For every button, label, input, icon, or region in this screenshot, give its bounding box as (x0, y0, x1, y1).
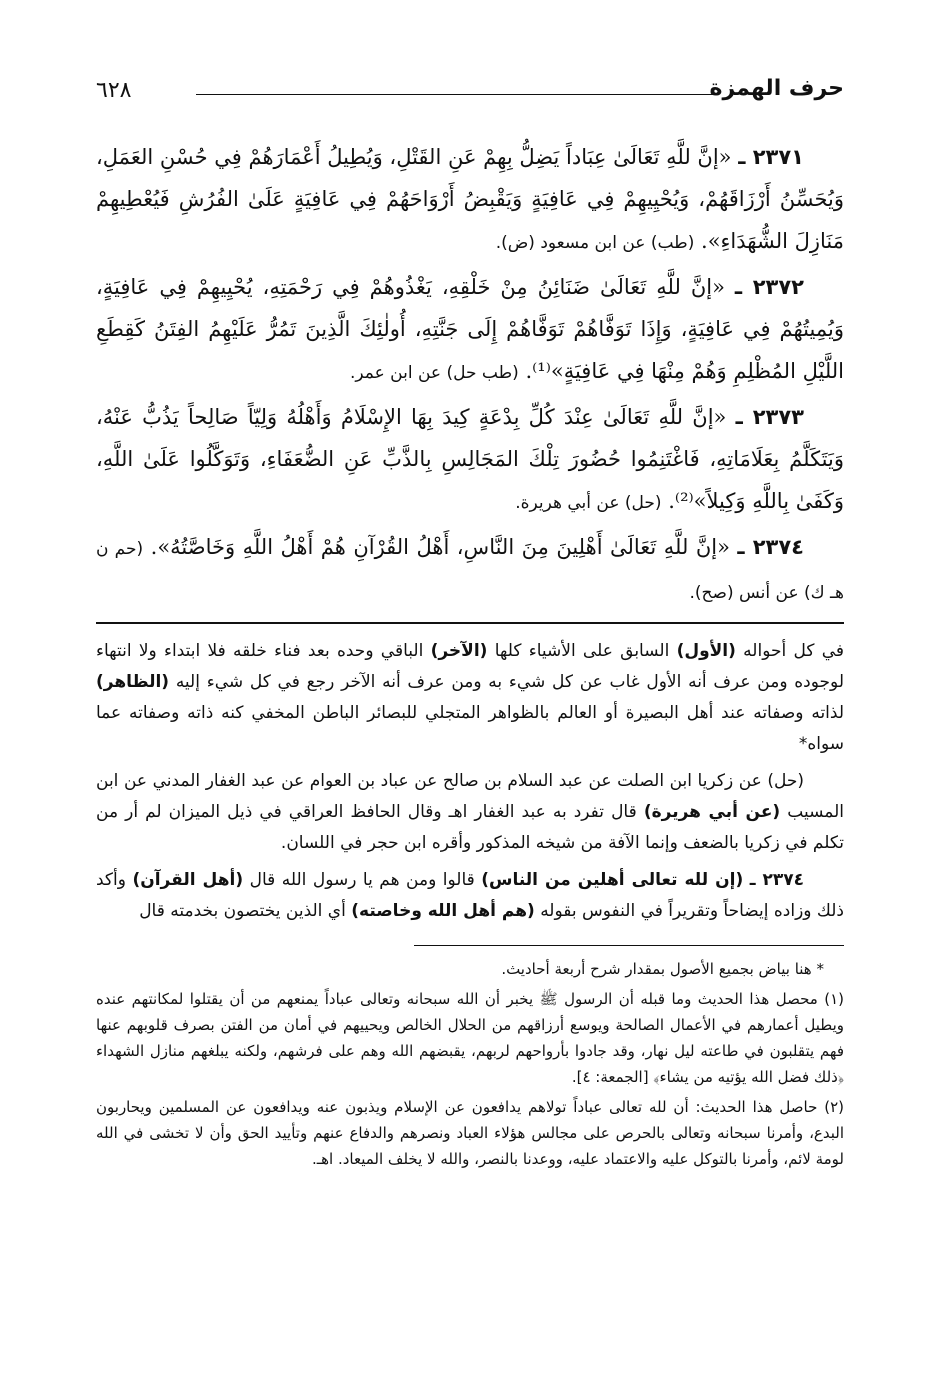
hadith-source: (حل) عن أبي هريرة. (515, 493, 662, 513)
hadith-number: ٢٣٧١ ـ (738, 145, 804, 169)
hadith-source: (طب حل) عن ابن عمر. (350, 363, 519, 383)
footnote-divider (414, 945, 844, 946)
hadith-item (96, 526, 844, 614)
commentary-text: في كل أحواله (743, 641, 844, 661)
hadith-source: (حم ن هـ ك) عن أنس (صح). (96, 539, 844, 603)
footnote-1: (١) محصل هذا الحديث وما قبله أن الرسول ﷺ يخبر أن الله سبحانه وتعالى عباداً يمنعهم من أن يقتلوا لمكانتهم عنده ويطيل أعمارهم في الأعمال الصالحة ويوسع أرزاقهم من الحلال الخالص ويحييهم في أمان من الفتن بصرف قلوبهم عنها فهم يتقلبون في طاعته ليل نهار، وقد جادوا بأرواحهم لربهم، يقبضهم الله وهم على فرشهم، ولكنه يبلغهم منازل الشهداء ﴿ذلك فضل الله يؤتيه من يشاء﴾ [الجمعة: ٤]. (96, 990, 844, 1086)
page (96, 72, 844, 1176)
footnote-star: * هنا بياض بجميع الأصول بمقدار شرح أربعة أحاديث. (501, 960, 824, 978)
hadith-number: ٢٣٧٣ ـ (735, 405, 804, 429)
header-rule (196, 94, 714, 95)
commentary-keyword: (هم أهل الله وخاصته) (351, 901, 535, 921)
hadith-text: «إنَّ للَّهِ تَعَالَىٰ ضَنَائِنُ مِنْ خَلْقِهِ، يَغْذُوهُمْ فِي رَحْمَتِهِ، يُحْيِيهِمْ فِي عَافِيَةٍ، وَيُمِيتُهُمْ فِي عَافِيَةٍ، وَإِذَا تَوَفَّاهُمْ تَوَفَّاهُمْ إِلَى جَنَّتِهِ، أُولٰئِكَ الَّذِينَ تَمُرُّ عَلَيْهِمُ الفِتَنُ كَقِطَعِ اللَّيْلِ المُظْلِمِ وَهُمْ مِنْهَا فِي عَافِيَةٍ»⁽¹⁾. (96, 275, 844, 383)
commentary-paragraph (96, 766, 844, 859)
commentary-keyword: (أهل القرآن) (132, 870, 244, 890)
hadith-item (96, 396, 844, 524)
hadith-text: «إنَّ للَّهِ تَعَالَىٰ أَهْلِينَ مِنَ النَّاسِ، أَهْلُ القُرْآنِ هُمْ أَهْلُ اللَّهِ وَخَاصَّتُهُ». (150, 535, 730, 559)
section-divider (96, 622, 844, 624)
page-number: ٦٢٨ (96, 78, 132, 103)
hadith-item (96, 136, 844, 264)
hadith-number: ٢٣٧٢ ـ (734, 275, 804, 299)
commentary-keyword: (إن لله تعالى أهلين من الناس) (481, 870, 744, 890)
commentary-section (96, 636, 844, 927)
hadith-text: «إنَّ للَّهِ تَعَالَىٰ عِبَاداً يَضِلُّ بِهِمْ عَنِ القَتْلِ، وَيُطِيلُ أَعْمَارَهُمْ فِي حُسْنِ العَمَلِ، وَيُحَسِّنُ أَرْزَاقَهُمْ، وَيُحْيِيهِمْ فِي عَافِيَةٍ وَيَقْبِضُ أَرْوَاحَهُمْ فِي عَافِيَةٍ عَلَىٰ الفُرُشِ فَيُعْطِيهِمْ مَنَازِلَ الشُّهَدَاءِ». (96, 145, 844, 253)
hadith-number: ٢٣٧٤ ـ (737, 535, 804, 559)
commentary-text: السابق على الأشياء كلها (494, 641, 670, 661)
commentary-text: لذاته وصفاته عند أهل البصيرة أو العالم بالظواهر المتجلي للبصائر الباطن المخفي كنه ذاته وصفاته عما سواه* (96, 703, 844, 754)
footnote-2: (٢) حاصل هذا الحديث: أن لله تعالى عباداً تولاهم يدافعون عن الإسلام ويذبون عنه ويدافعون عن المسلمين ويحاربون البدع، وأمرنا سبحانه وتعالى بالحرص على مجالس هؤلاء العباد ونصرهم والدفاع عنهم وتأييد الحق وأن لا تخشى في الله لومة لائم، وأمرنا بالتوكل عليه والاعتماد عليه، ووعدنا بالنصر، والله لا يخلف الميعاد. اهـ. (96, 1098, 844, 1168)
commentary-text: قال تفرد به عبد الغفار اهـ وقال الحافظ العراقي في ذيل الميزان لم أر من تكلم في زكريا بالضعف وإنما الآفة من شيخه المذكور وأقره ابن حجر في اللسان. (96, 802, 844, 853)
commentary-number: ٢٣٧٤ ـ (749, 870, 805, 890)
commentary-keyword: (الأول) (676, 641, 736, 661)
commentary-keyword: (الآخر) (430, 641, 488, 661)
commentary-text: (حل) عن زكريا ابن الصلت عن عبد السلام بن صالح عن عباد بن العوام عن عبد الغفار المدني عن ابن المسيب (96, 771, 845, 822)
commentary-text: قالوا ومن هم يا رسول الله قال (249, 870, 475, 890)
hadith-section (96, 136, 844, 614)
footnotes-section (96, 956, 844, 1172)
hadith-text: «إنَّ للَّهِ تَعَالَىٰ عِنْدَ كُلِّ بِدْعَةٍ كِيدَ بِهَا الإِسْلَامُ وَأَهْلُهُ وَلِيّاً صَالِحاً يَذُبُّ عَنْهُ، وَيَتَكَلَّمُ بِعَلَامَاتِهِ، فَاغْتَنِمُوا حُضُورَ تِلْكَ المَجَالِسِ بِالذَّبِّ عَنِ الضُّعَفَاءِ، وَتَوَكَّلُوا عَلَىٰ اللَّهِ، وَكَفَىٰ بِاللَّهِ وَكِيلاً»⁽²⁾. (96, 405, 844, 513)
header-title: حرف الهمزة (709, 76, 844, 101)
commentary-text: وأكد ذلك وزاده إيضاحاً وتقريراً في النفوس بقوله (96, 870, 844, 921)
commentary-text: أي الذين يختصون بخدمته قال (139, 901, 346, 921)
hadith-item (96, 266, 844, 394)
commentary-keyword: (الظاهر) (96, 672, 170, 692)
commentary-text: الباقي وحده بعد فناء خلقه فلا ابتداء ولا انتهاء لوجوده ومن عرف أنه الأول غاب عن كل شيء به ومن عرف أنه الآخر رجع في كل شيء إليه (96, 641, 844, 692)
commentary-paragraph (96, 865, 844, 927)
hadith-source: (طب) عن ابن مسعود (ض). (495, 233, 695, 253)
commentary-paragraph (96, 636, 844, 760)
commentary-keyword: (عن أبي هريرة) (643, 802, 781, 822)
running-header (96, 72, 844, 112)
